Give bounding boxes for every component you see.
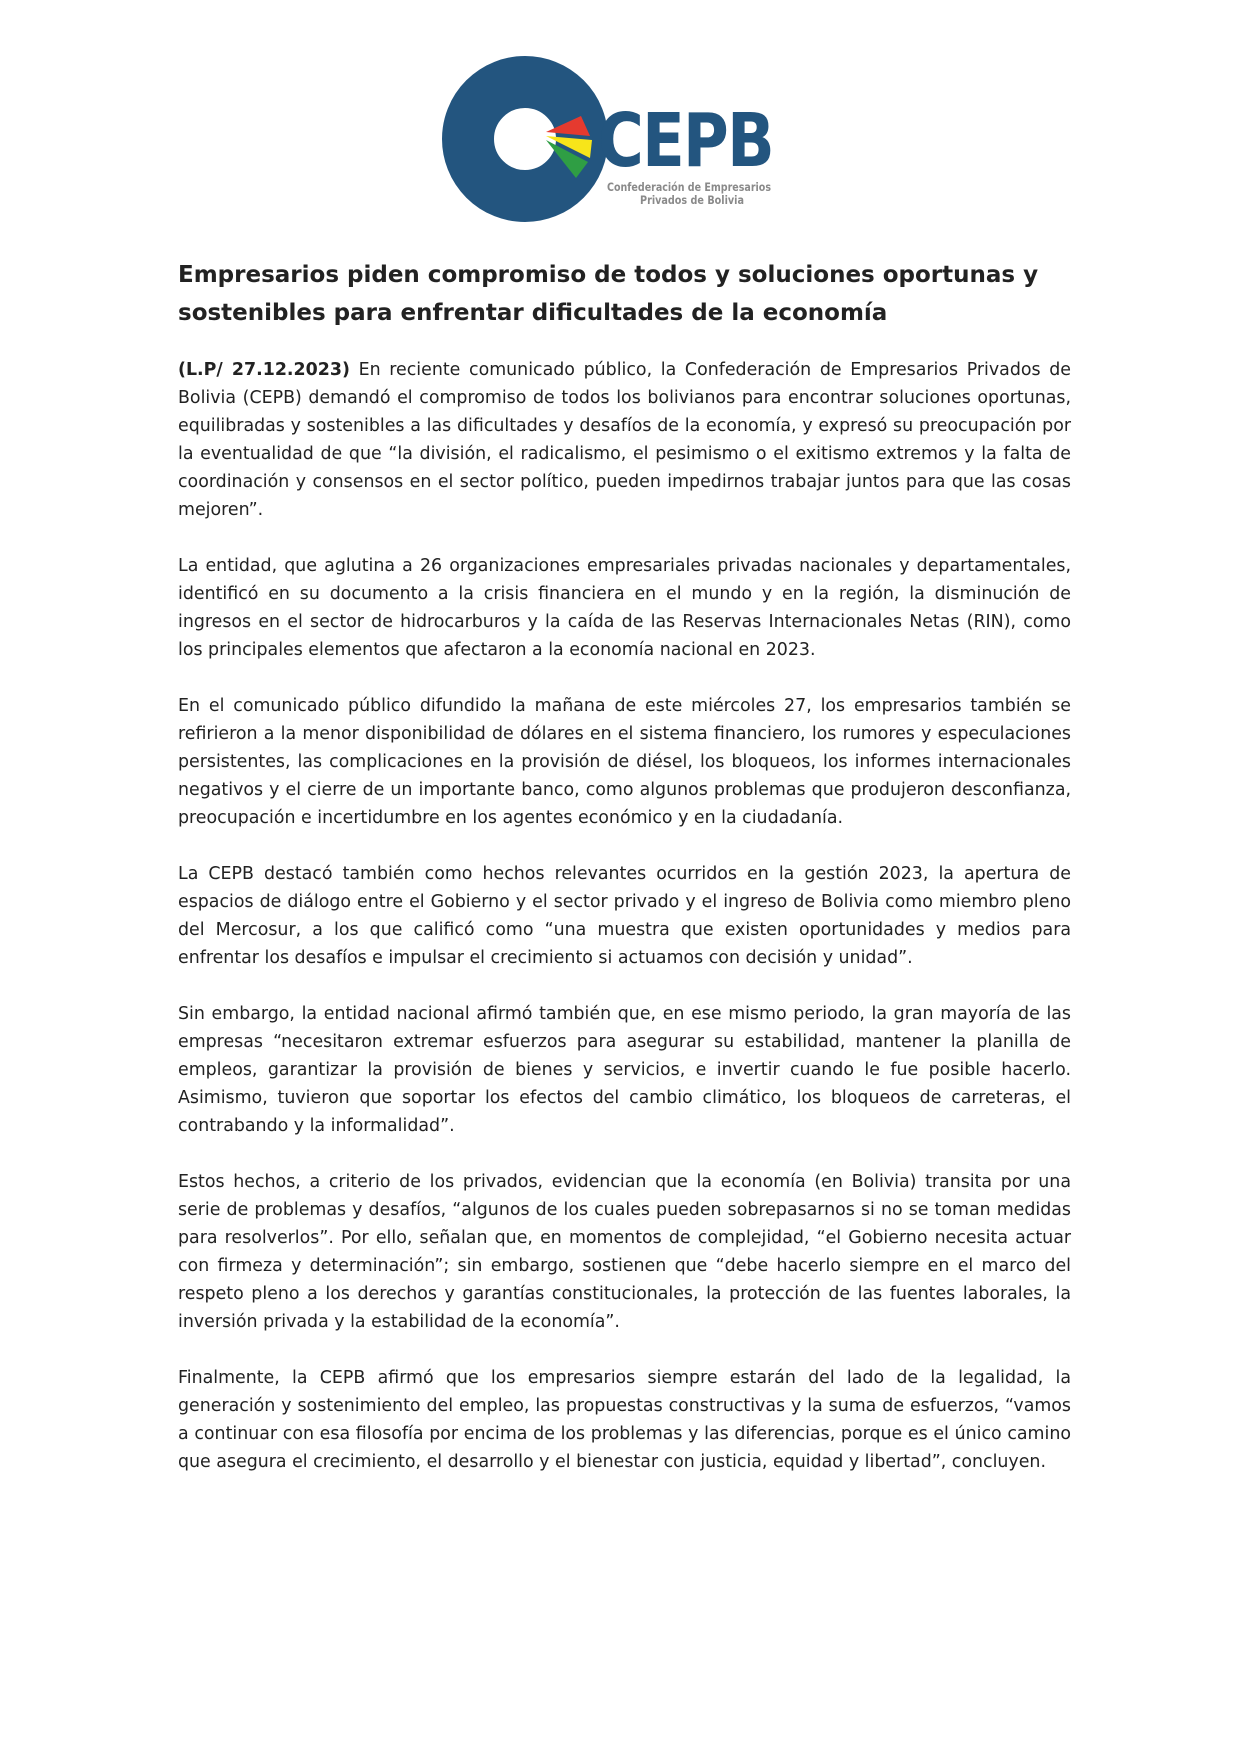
paragraph-3: La CEPB destacó también como hechos relevantes ocurridos en la gestión 2023, la apertura de espacios de diálogo entre el Gobierno y el sector privado y el ingreso de Bolivia como miembro pleno del Mercosur, a los que calificó como “una muestra que existen oportunidades y medios para enfrentar los desafíos e impulsar el crecimiento si actuamos con decisión y unidad”. — [178, 864, 1071, 968]
dateline: (L.P/ 27.12.2023) — [178, 360, 350, 380]
cepb-logo-graphic — [440, 54, 810, 224]
logo-subtitle-line1: Confederación de Empresarios — [607, 180, 772, 194]
lead-paragraph — [178, 356, 1071, 524]
article-title: Empresarios piden compromiso de todos y soluciones oportunas y sostenibles para enfrentar dificultades de la economía — [178, 262, 1039, 326]
paragraph-1: La entidad, que aglutina a 26 organizaciones empresariales privadas nacionales y departamentales, identificó en su documento a la crisis financiera en el mundo y en la región, la disminución de ingresos en el sector de hidrocarburos y la caída de las Reservas Internacionales Netas (RIN), como los principales elementos que afectaron a la economía nacional en 2023. — [178, 556, 1071, 660]
logo-acronym: CEPB — [598, 98, 773, 184]
paragraph-4: Sin embargo, la entidad nacional afirmó también que, en ese mismo periodo, la gran mayoría de las empresas “necesitaron extremar esfuerzos para asegurar su estabilidad, mantener la planilla de empleos, garantizar la provisión de bienes y servicios, e invertir cuando le fue posible hacerlo. Asimismo, tuvieron que soportar los efectos del cambio climático, los bloqueos de carreteras, el contrabando y la informalidad”. — [178, 1004, 1071, 1136]
lead-text: En reciente comunicado público, la Confederación de Empresarios Privados de Bolivia (CEPB) demandó el compromiso de todos los bolivianos para encontrar soluciones oportunas, equilibradas y sostenibles a las dificultades y desafíos de la economía, y expresó su preocupación por la eventualidad de que “la división, el radicalismo, el pesimismo o el exitismo extremos y la falta de coordinación y consensos en el sector político, pueden impedirnos trabajar juntos para que las cosas mejoren”. — [178, 360, 1071, 520]
cepb-logo — [440, 54, 810, 224]
logo-subtitle-line2: Privados de Bolivia — [640, 193, 744, 207]
article-body — [178, 356, 1071, 1504]
paragraph-6: Finalmente, la CEPB afirmó que los empresarios siempre estarán del lado de la legalidad, la generación y sostenimiento del empleo, las propuestas constructivas y la suma de esfuerzos, “vamos a continuar con esa filosofía por encima de los problemas y las diferencias, porque es el único camino que asegura el crecimiento, el desarrollo y el bienestar con justicia, equidad y libertad”, concluyen. — [178, 1368, 1071, 1472]
paragraph-2: En el comunicado público difundido la mañana de este miércoles 27, los empresarios también se refirieron a la menor disponibilidad de dólares en el sistema financiero, los rumores y especulaciones persistentes, las complicaciones en la provisión de diésel, los bloqueos, los informes internacionales negativos y el cierre de un importante banco, como algunos problemas que produjeron desconfianza, preocupación e incertidumbre en los agentes económico y en la ciudadanía. — [178, 696, 1071, 828]
paragraph-5: Estos hechos, a criterio de los privados, evidencian que la economía (en Bolivia) transita por una serie de problemas y desafíos, “algunos de los cuales pueden sobrepasarnos si no se toman medidas para resolverlos”. Por ello, señalan que, en momentos de complejidad, “el Gobierno necesita actuar con firmeza y determinación”; sin embargo, sostienen que “debe hacerlo siempre en el marco del respeto pleno a los derechos y garantías constitucionales, la protección de las fuentes laborales, la inversión privada y la estabilidad de la economía”. — [178, 1172, 1071, 1332]
